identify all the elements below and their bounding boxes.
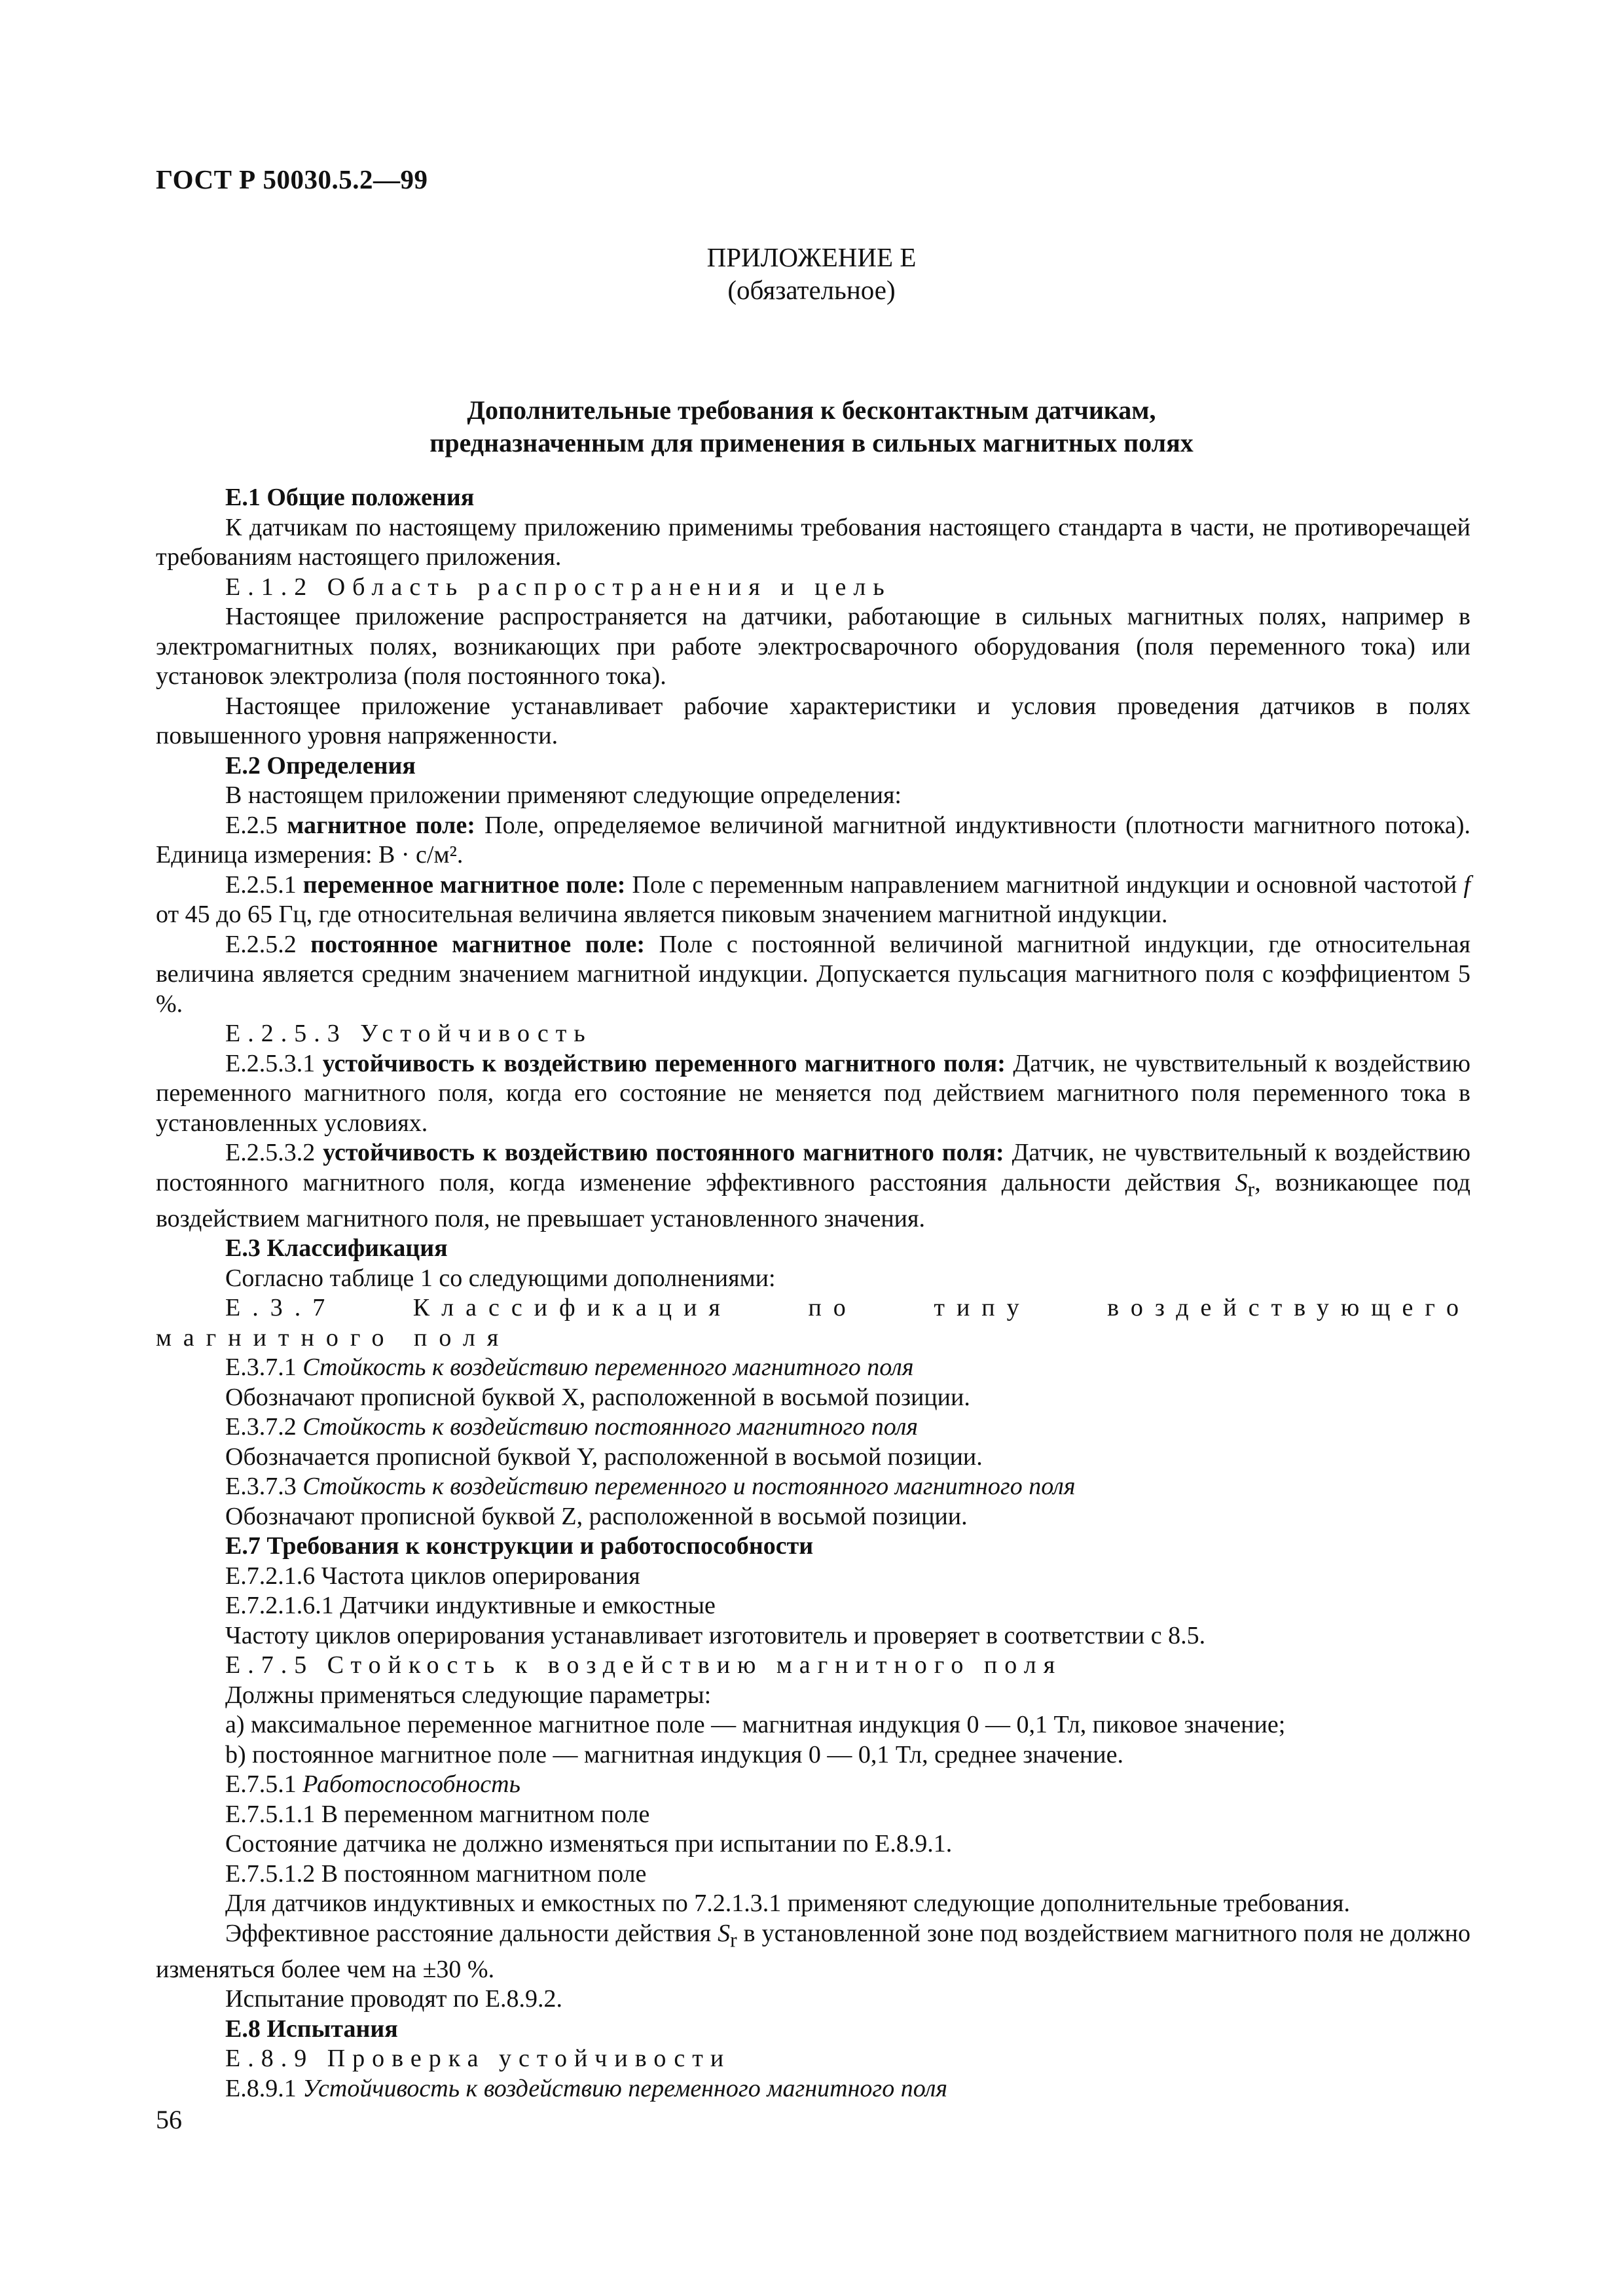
definition-e252 [156, 930, 1470, 1020]
sr-symbol: S [1235, 1168, 1248, 1196]
section-e7-title: Е.7 Требования к конструкции и работоспособности [225, 1532, 814, 1560]
section-e7512: Е.7.5.1.2 В постоянном магнитном поле [225, 1859, 647, 1888]
definition-number: Е.2.5.3.1 [225, 1049, 316, 1077]
section-e891-title [156, 2074, 1470, 2104]
clause-number: Е.3.7.2 [225, 1413, 297, 1441]
list-item-b: b) постоянное магнитное поле — магнитная индукция 0 — 0,1 Тл, среднее значение. [225, 1740, 1123, 1768]
section-e12-title: Е.1.2 Область распространения и цель [225, 573, 892, 601]
section-e7512-text-1: Для датчиков индуктивных и емкостных по 7.2.1.3.1 применяют следующие дополнительные требования. [225, 1890, 1351, 1918]
page-number: 56 [156, 2105, 182, 2134]
list-item-a: а) максимальное переменное магнитное поле — магнитная индукция 0 — 0,1 Тл, пиковое значение; [225, 1711, 1286, 1739]
document-body [156, 483, 1470, 2104]
appendix-title: ПРИЛОЖЕНИЕ Е [706, 242, 917, 272]
definition-text: Поле с постоянной величиной магнитной индукции, где относительная величина является средним значением магнитной индукции. Допускается пульсация магнитного поля с коэффициентом 5 %. [156, 930, 1470, 1018]
clause-number: Е.3.7.1 [225, 1354, 297, 1382]
definition-term: постоянное магнитное поле: [310, 930, 646, 958]
definition-e251 [156, 870, 1470, 930]
sr-symbol: S [718, 1919, 731, 1947]
sr-subscript: r [1247, 1177, 1255, 1201]
definition-text: от 45 до 65 Гц, где относительная величина является пиковым значением магнитной индукции. [156, 901, 1168, 928]
clause-text: Эффективное расстояние дальности действия [225, 1919, 712, 1947]
section-e37-title: Е.3.7 Классификация по типу воздействующего магнитного поля [156, 1294, 1470, 1352]
document-header: ГОСТ Р 50030.5.2—99 [156, 164, 428, 194]
section-e372-text: Обозначается прописной буквой Y, расположенной в восьмой позиции. [225, 1443, 983, 1471]
section-e371-text: Обозначают прописной буквой X, расположенной в восьмой позиции. [225, 1383, 970, 1411]
section-e1-text: К датчикам по настоящему приложению применимы требования настоящего стандарта в части, не противоречащей требованиям настоящего приложения. [156, 513, 1470, 571]
section-e8-title: Е.8 Испытания [225, 2015, 398, 2043]
appendix-status: (обязательное) [727, 275, 896, 305]
section-e3-intro: Согласно таблице 1 со следующими дополнениями: [225, 1264, 776, 1292]
section-e372-title [156, 1412, 1470, 1443]
section-e373-text: Обозначают прописной буквой Z, расположенной в восьмой позиции. [225, 1502, 968, 1530]
section-e2-title: Е.2 Определения [225, 751, 416, 780]
definition-number: Е.2.5.3.2 [225, 1139, 316, 1166]
heading-line-2: предназначенным для применения в сильных магнитных полях [429, 428, 1194, 457]
definition-text: Датчик, не чувствительный к воздействию постоянного магнитного поля, когда изменение эффективного расстояния дальности действия [156, 1139, 1471, 1196]
section-e12-text-1: Настоящее приложение распространяется на датчики, работающие в сильных магнитных полях, например в электромагнитных полях, возникающих при работе электросварочного оборудования (поля переменного тока) или установок электролиза (поля постоянного тока). [156, 603, 1470, 690]
definition-number: Е.2.5 [225, 811, 278, 839]
clause-title: Устойчивость к воздействию переменного магнитного поля [302, 2074, 948, 2102]
sr-subscript: r [730, 1928, 737, 1952]
section-e7512-text-3: Испытание проводят по Е.8.9.2. [225, 1985, 563, 2013]
section-e1-title: Е.1 Общие положения [225, 484, 475, 511]
definition-text: Поле, определяемое величиной магнитной индуктивности (плотности магнитного потока). Единица измерения: В · с/м². [156, 811, 1471, 869]
appendix-heading [0, 394, 1623, 459]
section-e7511-text: Состояние датчика не должно изменяться при испытании по Е.8.9.1. [225, 1830, 953, 1858]
clause-title: Стойкость к воздействию переменного магнитного поля [302, 1354, 914, 1382]
section-e72161: Е.7.2.1.6.1 Датчики индуктивные и емкостные [225, 1592, 716, 1620]
definition-term: устойчивость к воздействию постоянного магнитного поля: [323, 1139, 1004, 1166]
definition-e2531 [156, 1049, 1470, 1139]
definition-text: , возникающее под воздействием магнитного поля, не превышает установленного значения. [156, 1168, 1470, 1232]
definition-number: Е.2.5.1 [225, 870, 297, 899]
clause-number: Е.7.5.1 [225, 1770, 297, 1799]
definition-term: переменное магнитное поле: [302, 870, 626, 899]
definition-number: Е.2.5.2 [225, 930, 297, 958]
definition-text: Поле с переменным направлением магнитной индукции и основной частотой [632, 870, 1457, 899]
section-e751-title [156, 1770, 1470, 1800]
section-e373-title [156, 1472, 1470, 1502]
definition-term: магнитное поле: [287, 811, 475, 839]
section-e75-intro: Должны применяться следующие параметры: [225, 1681, 712, 1709]
section-e7216: Е.7.2.1.6 Частота циклов оперирования [225, 1562, 640, 1590]
section-e12-text-2: Настоящее приложение устанавливает рабочие характеристики и условия проведения датчиков в полях повышенного уровня напряженности. [156, 692, 1470, 749]
definition-term: устойчивость к воздействию переменного магнитного поля: [322, 1049, 1006, 1077]
definition-text: Датчик, не чувствительный к воздействию переменного магнитного поля, когда его состояние не меняется под действием магнитного поля переменного тока в установленных условиях. [156, 1049, 1471, 1137]
clause-title: Стойкость к воздействию постоянного магнитного поля [302, 1413, 919, 1441]
section-e89-title: Е.8.9 Проверка устойчивости [225, 2045, 731, 2073]
section-e253-title: Е.2.5.3 Устойчивость [225, 1020, 593, 1047]
section-e75-title: Е.7.5 Стойкость к воздействию магнитного поля [225, 1651, 1063, 1679]
section-e7511: Е.7.5.1.1 В переменном магнитном поле [225, 1800, 650, 1828]
section-e371-title [156, 1353, 1470, 1383]
frequency-symbol: f [1463, 870, 1471, 899]
clause-text: в установленной зоне под воздействием магнитного поля не должно изменяться более чем на ±30 %. [156, 1919, 1470, 1983]
clause-number: Е.8.9.1 [225, 2074, 297, 2102]
section-e7512-text-2 [156, 1919, 1470, 1985]
section-e2-intro: В настоящем приложении применяют следующие определения: [225, 781, 902, 809]
clause-number: Е.3.7.3 [225, 1473, 297, 1501]
heading-line-1: Дополнительные требования к бесконтактным датчикам, [467, 395, 1156, 425]
clause-title: Стойкость к воздействию переменного и постоянного магнитного поля [302, 1473, 1076, 1501]
definition-e2532 [156, 1138, 1470, 1234]
clause-title: Работоспособность [302, 1770, 520, 1799]
section-e72161-text: Частоту циклов оперирования устанавливает изготовитель и проверяет в соответствии с 8.5. [225, 1621, 1206, 1649]
section-e3-title: Е.3 Классификация [225, 1234, 448, 1263]
appendix-label [0, 241, 1623, 306]
definition-e25 [156, 811, 1470, 870]
